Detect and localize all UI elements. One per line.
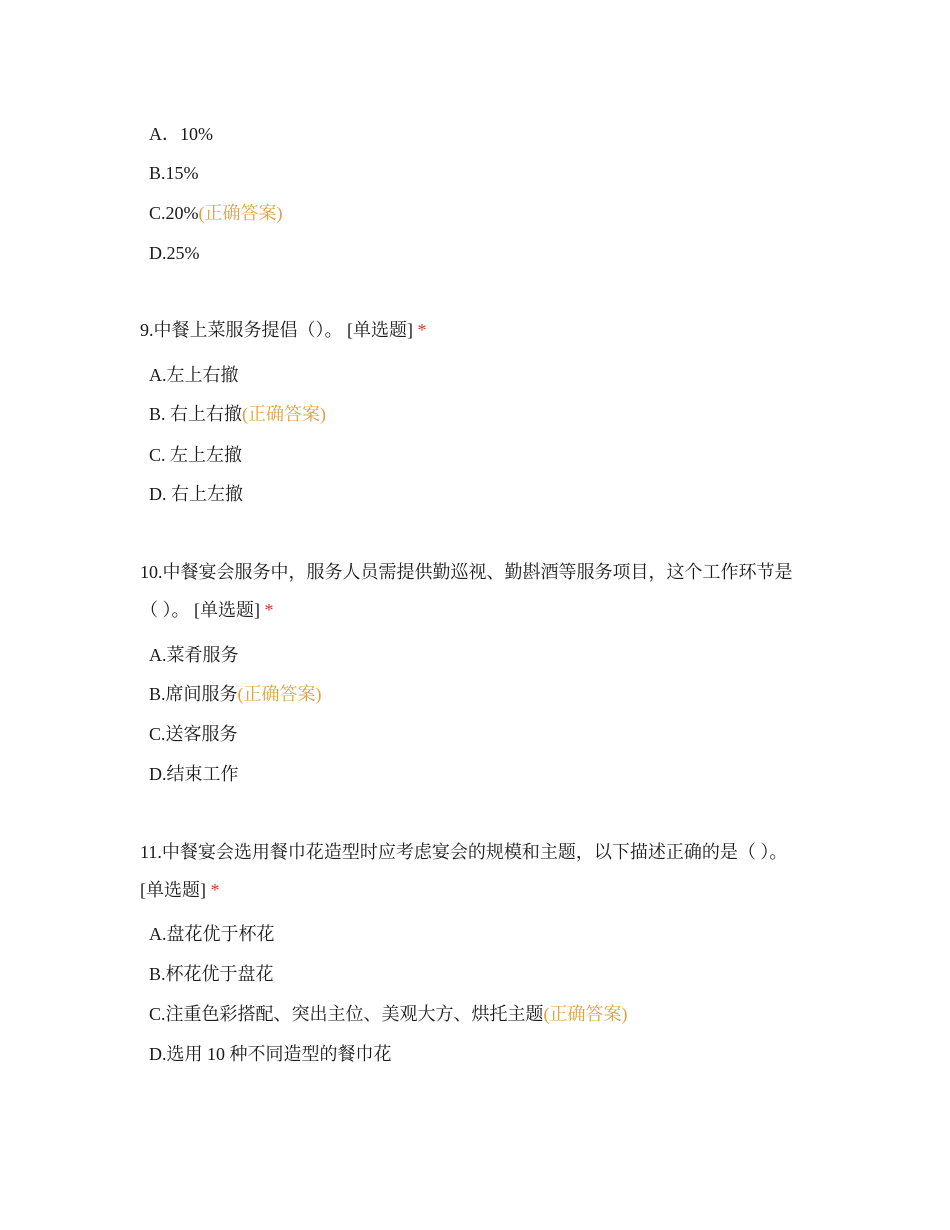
option-text: B.席间服务 bbox=[149, 684, 238, 704]
option-11-b bbox=[149, 962, 274, 986]
required-marker: * bbox=[264, 600, 274, 620]
option-11-a bbox=[149, 922, 275, 946]
option-9-b bbox=[149, 402, 326, 426]
question-stem-text: 9.中餐上菜服务提倡（）。 [单选题] bbox=[140, 320, 413, 340]
option-text: A.菜肴服务 bbox=[149, 645, 239, 665]
option-text: B.15% bbox=[149, 163, 199, 183]
option-11-c bbox=[149, 1002, 628, 1026]
option-10-c bbox=[149, 722, 238, 746]
option-10-a bbox=[149, 643, 239, 667]
option-text: D. 右上左撤 bbox=[149, 484, 243, 504]
option-9-a bbox=[149, 363, 239, 387]
option-8-c bbox=[149, 201, 283, 225]
option-text: B. 右上右撤 bbox=[149, 404, 243, 424]
option-8-a bbox=[149, 122, 213, 146]
option-8-d bbox=[149, 241, 200, 265]
option-9-d bbox=[149, 482, 243, 506]
option-10-d bbox=[149, 762, 239, 786]
correct-answer-label: (正确答案) bbox=[237, 684, 322, 704]
option-text: C.注重色彩搭配、突出主位、美观大方、烘托主题 bbox=[149, 1004, 544, 1024]
option-text: A.左上右撤 bbox=[149, 365, 239, 385]
question-stem-text: 10.中餐宴会服务中，服务人员需提供勤巡视、勤斟酒等服务项目，这个工作环节是（ ）。 [单选题] bbox=[140, 562, 793, 620]
option-9-c bbox=[149, 443, 242, 467]
option-text: D.25% bbox=[149, 243, 200, 263]
option-11-d bbox=[149, 1042, 392, 1066]
required-marker: * bbox=[210, 880, 220, 900]
required-marker: * bbox=[417, 320, 427, 340]
correct-answer-label: (正确答案) bbox=[242, 404, 327, 424]
question-stem bbox=[140, 553, 810, 629]
option-text: A.盘花优于杯花 bbox=[149, 924, 275, 944]
correct-answer-label: (正确答案) bbox=[198, 203, 283, 223]
option-8-b bbox=[149, 161, 199, 185]
option-text: A．10% bbox=[149, 124, 213, 144]
option-text: C.送客服务 bbox=[149, 724, 238, 744]
question-stem bbox=[140, 311, 810, 349]
option-text: C.20% bbox=[149, 203, 199, 223]
option-10-b bbox=[149, 682, 322, 706]
question-stem bbox=[140, 833, 810, 909]
option-text: D.选用 10 种不同造型的餐巾花 bbox=[149, 1044, 392, 1064]
option-text: D.结束工作 bbox=[149, 764, 239, 784]
option-text: B.杯花优于盘花 bbox=[149, 964, 274, 984]
option-text: C. 左上左撤 bbox=[149, 445, 243, 465]
correct-answer-label: (正确答案) bbox=[543, 1004, 628, 1024]
question-stem-text: 11.中餐宴会选用餐巾花造型时应考虑宴会的规模和主题，以下描述正确的是（ ）。 [单选题] bbox=[140, 842, 788, 900]
